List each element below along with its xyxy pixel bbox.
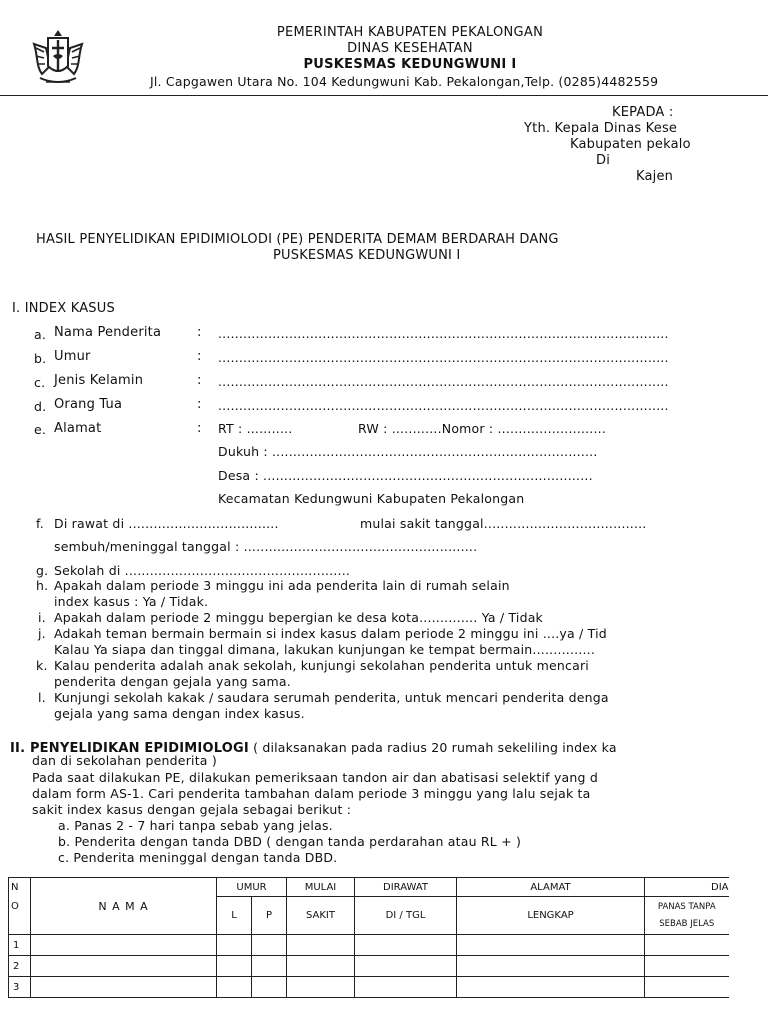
col-dirawat: DIRAWAT — [355, 878, 457, 897]
letterhead-address: Jl. Capgawen Utara No. 104 Kedungwuni Kab. Pekalongan,Telp. (0285)4482559 — [150, 74, 659, 89]
cell-l[interactable] — [217, 956, 252, 977]
cell-l[interactable] — [217, 935, 252, 956]
col-umur-p: P — [252, 897, 287, 935]
col-nama: N A M A — [31, 878, 217, 935]
cell-panas[interactable] — [645, 977, 729, 998]
cell-panas[interactable] — [645, 956, 729, 977]
report-subtitle: PUSKESMAS KEDUNGWUNI I — [273, 248, 461, 263]
section2-line2: dan di sekolahan penderita ) — [32, 753, 217, 768]
field-label: Alamat — [54, 421, 102, 436]
alamat-rw: RW : ............Nomor : .......................... — [358, 421, 607, 436]
report-title: HASIL PENYELIDIKAN EPIDIMIOLODI (PE) PENDERITA DEMAM BERDARAH DANG — [36, 232, 559, 247]
recipient-to: KEPADA : — [612, 105, 674, 120]
letterhead-divider — [0, 95, 768, 96]
criteria-b: b. Penderita dengan tanda DBD ( dengan tanda perdarahan atau RL + ) — [58, 834, 522, 849]
section2-heading-line: II. PENYELIDIKAN EPIDIMIOLOGI ( dilaksanakan pada radius 20 rumah sekeliling index ka — [10, 740, 617, 756]
col-mulai-sakit: SAKIT — [287, 897, 355, 935]
cell-panas[interactable] — [645, 935, 729, 956]
cell-mulai[interactable] — [287, 956, 355, 977]
section2-para2: dalam form AS-1. Cari penderita tambahan dalam periode 3 minggu yang lalu sejak ta — [32, 786, 591, 801]
table-row: 2 — [9, 956, 729, 977]
cell-dirawat[interactable] — [355, 935, 457, 956]
section2-para1: Pada saat dilakukan PE, dilakukan pemeriksaan tandon air dan abatisasi selektif yang d — [32, 770, 598, 785]
cell-nama[interactable] — [31, 956, 217, 977]
letterhead-line2: DINAS KESEHATAN — [347, 41, 473, 56]
cell-nama[interactable] — [31, 935, 217, 956]
field-label: Jenis Kelamin — [54, 373, 144, 388]
cell-p[interactable] — [252, 977, 287, 998]
cell-mulai[interactable] — [287, 977, 355, 998]
col-umur-l: L — [217, 897, 252, 935]
cell-p[interactable] — [252, 956, 287, 977]
alamat-kecamatan: Kecamatan Kedungwuni Kabupaten Pekalongan — [218, 491, 525, 506]
field-label: Nama Penderita — [54, 325, 162, 340]
field-blank: ............................................................................................................ — [218, 398, 669, 413]
table-row: 1 — [9, 935, 729, 956]
case-table — [8, 877, 729, 998]
cell-mulai[interactable] — [287, 935, 355, 956]
cell-alamat[interactable] — [457, 977, 645, 998]
table-row: 3 — [9, 977, 729, 998]
alamat-rt: RT : ........... — [218, 421, 293, 436]
field-label: Orang Tua — [54, 397, 123, 412]
criteria-c: c. Penderita meninggal dengan tanda DBD. — [58, 850, 338, 865]
recipient-line1: Yth. Kepala Dinas Kese — [524, 121, 678, 136]
col-panas: PANAS TANPA SEBAB JELAS — [645, 897, 729, 935]
cell-p[interactable] — [252, 935, 287, 956]
col-no: N O — [9, 878, 31, 935]
cell-l[interactable] — [217, 977, 252, 998]
col-dia: DIA — [645, 878, 729, 897]
col-alamat: ALAMAT — [457, 878, 645, 897]
recipient-line4: Kajen — [636, 169, 674, 184]
field-blank: ............................................................................................................ — [218, 326, 669, 341]
field-blank: ............................................................................................................ — [218, 350, 669, 365]
section2-heading: II. PENYELIDIKAN EPIDIMIOLOGI — [10, 741, 249, 756]
letterhead-line1: PEMERINTAH KABUPATEN PEKALONGAN — [276, 25, 544, 40]
alamat-desa: Desa : ............................................................................... — [218, 468, 593, 483]
field-blank: ............................................................................................................ — [218, 374, 669, 389]
letterhead-line3: PUSKESMAS KEDUNGWUNI I — [303, 57, 517, 72]
cell-alamat[interactable] — [457, 935, 645, 956]
cell-nama[interactable] — [31, 977, 217, 998]
recipient-line3: Di — [596, 153, 611, 168]
section2-para3: sakit index kasus dengan gejala sebagai berikut : — [32, 802, 352, 817]
cell-dirawat[interactable] — [355, 956, 457, 977]
alamat-dukuh: Dukuh : .............................................................................. — [218, 444, 598, 459]
col-dirawat-tgl: DI / TGL — [355, 897, 457, 935]
section1-heading: I. INDEX KASUS — [12, 301, 115, 316]
cell-dirawat[interactable] — [355, 977, 457, 998]
field-label: Umur — [54, 349, 91, 364]
col-mulai: MULAI — [287, 878, 355, 897]
recipient-line2: Kabupaten pekalo — [570, 137, 691, 152]
cell-alamat[interactable] — [457, 956, 645, 977]
col-umur: UMUR — [217, 878, 287, 897]
col-alamat-lengkap: LENGKAP — [457, 897, 645, 935]
criteria-a: a. Panas 2 - 7 hari tanpa sebab yang jelas. — [58, 818, 333, 833]
coat-of-arms-logo — [28, 26, 88, 88]
